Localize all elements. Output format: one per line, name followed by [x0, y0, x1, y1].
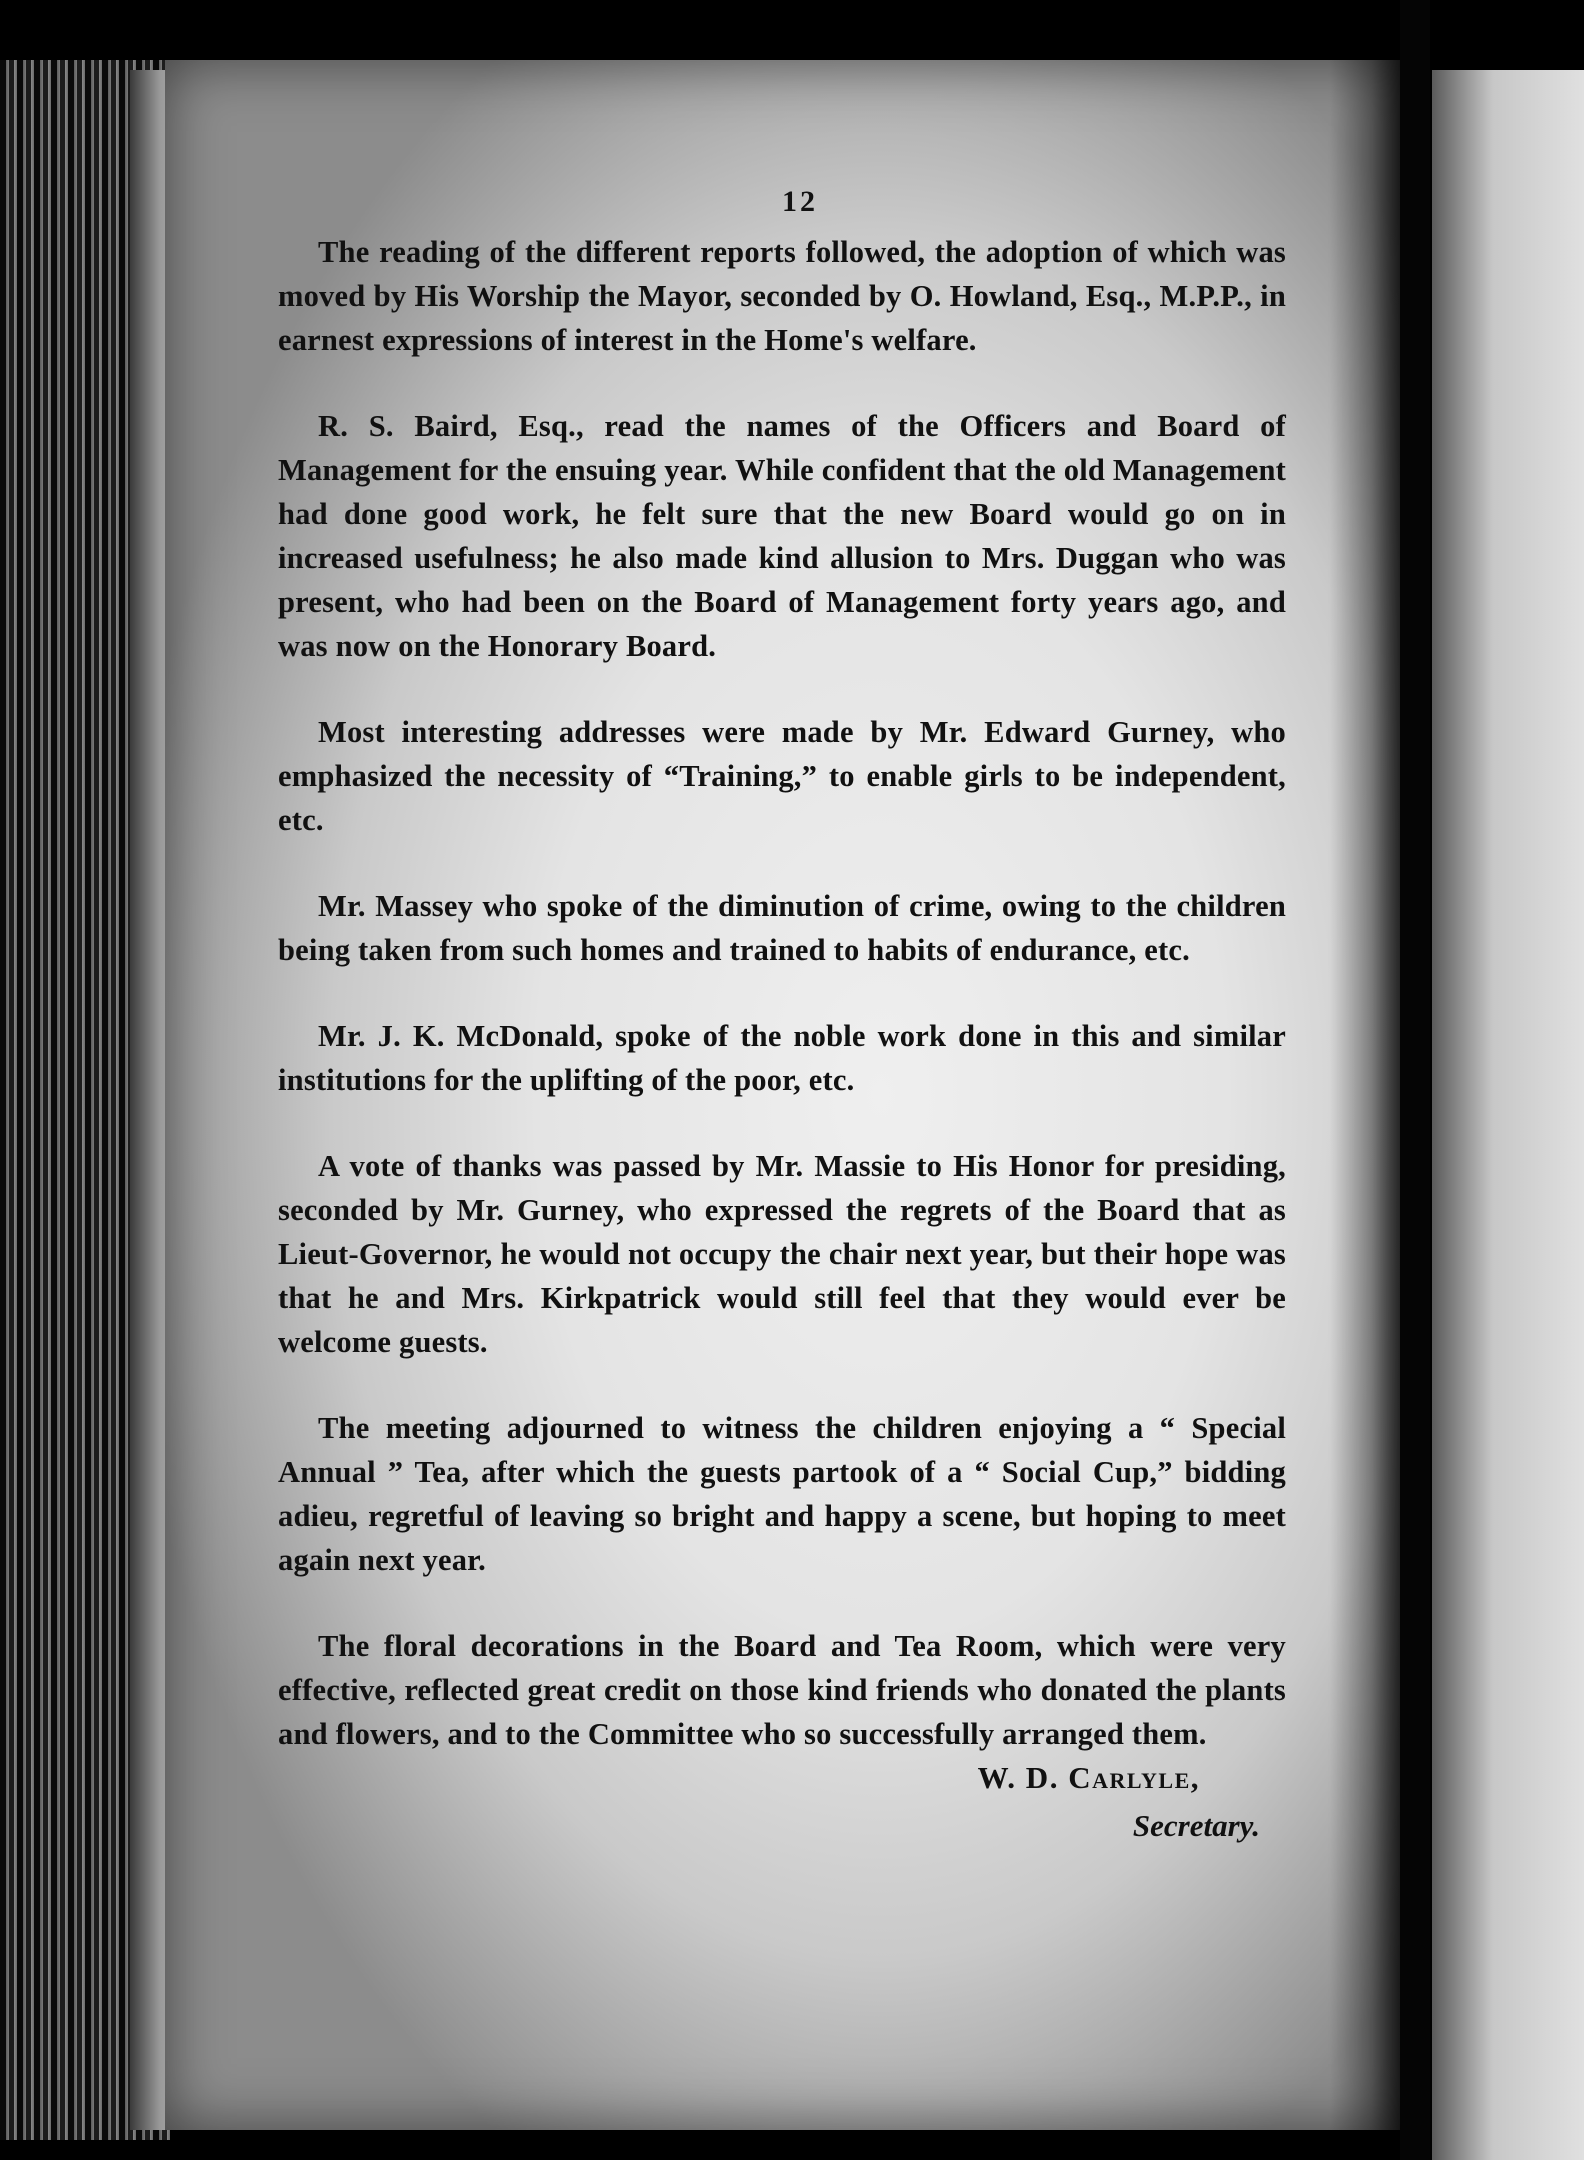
paragraph-massey: Mr. Massey who spoke of the diminution of crime, owing to the children being taken from such homes and trained to habits of endurance, etc. — [278, 889, 1286, 967]
page-number: 12 — [782, 185, 818, 218]
book-gutter — [1400, 0, 1430, 2160]
page-text — [278, 180, 1286, 1798]
paragraph-meeting-adjourned: The meeting adjourned to witness the children enjoying a “ Special Annual ” Tea, after which the guests partook of a “ Social Cup,” bidding adieu, regretful of leaving so bright and happy a scene, but hoping to meet again next year. — [278, 1411, 1286, 1577]
paragraph-officers: R. S. Baird, Esq., read the names of the Officers and Board of Management for the ensuing year. While confident that the old Management had done good work, he felt sure that the new Board would go on in increased usefulness; he also made kind allusion to Mrs. Duggan who was present, who had been on the Board of Management forty years ago, and was now on the Honorary Board. — [278, 409, 1286, 663]
paragraph-gurney: Most interesting addresses were made by Mr. Edward Gurney, who emphasized the necessity of “Training,” to enable girls to be independent, etc. — [278, 715, 1286, 837]
paragraph-mcdonald: Mr. J. K. McDonald, spoke of the noble work done in this and similar institutions for the uplifting of the poor, etc. — [278, 1019, 1286, 1097]
signature-block — [278, 1760, 1286, 1844]
page-fold-shadow — [1330, 60, 1400, 2130]
paragraph-vote-of-thanks: A vote of thanks was passed by Mr. Massie to His Honor for presiding, seconded by Mr. Gurney, who expressed the regrets of the Board that as Lieut-Governor, he would not occupy the chair next year, but their hope was that he and Mrs. Kirkpatrick would still feel that they would ever be welcome guests. — [278, 1149, 1286, 1359]
next-page-strip — [1432, 70, 1584, 2160]
signature-name: W. D. Carlyle, — [977, 1760, 1200, 1795]
paragraph-floral-decorations: The floral decorations in the Board and Tea Room, which were very effective, reflected great credit on those kind friends who donated the plants and flowers, and to the Committee who so successfully arranged them. — [278, 1629, 1286, 1751]
paragraph-reports: The reading of the different reports followed, the adoption of which was moved by His Worship the Mayor, seconded by O. Howland, Esq., M.P.P., in earnest expressions of interest in the Home's welfare. — [278, 235, 1286, 357]
signature-title: Secretary. — [1132, 1808, 1260, 1843]
